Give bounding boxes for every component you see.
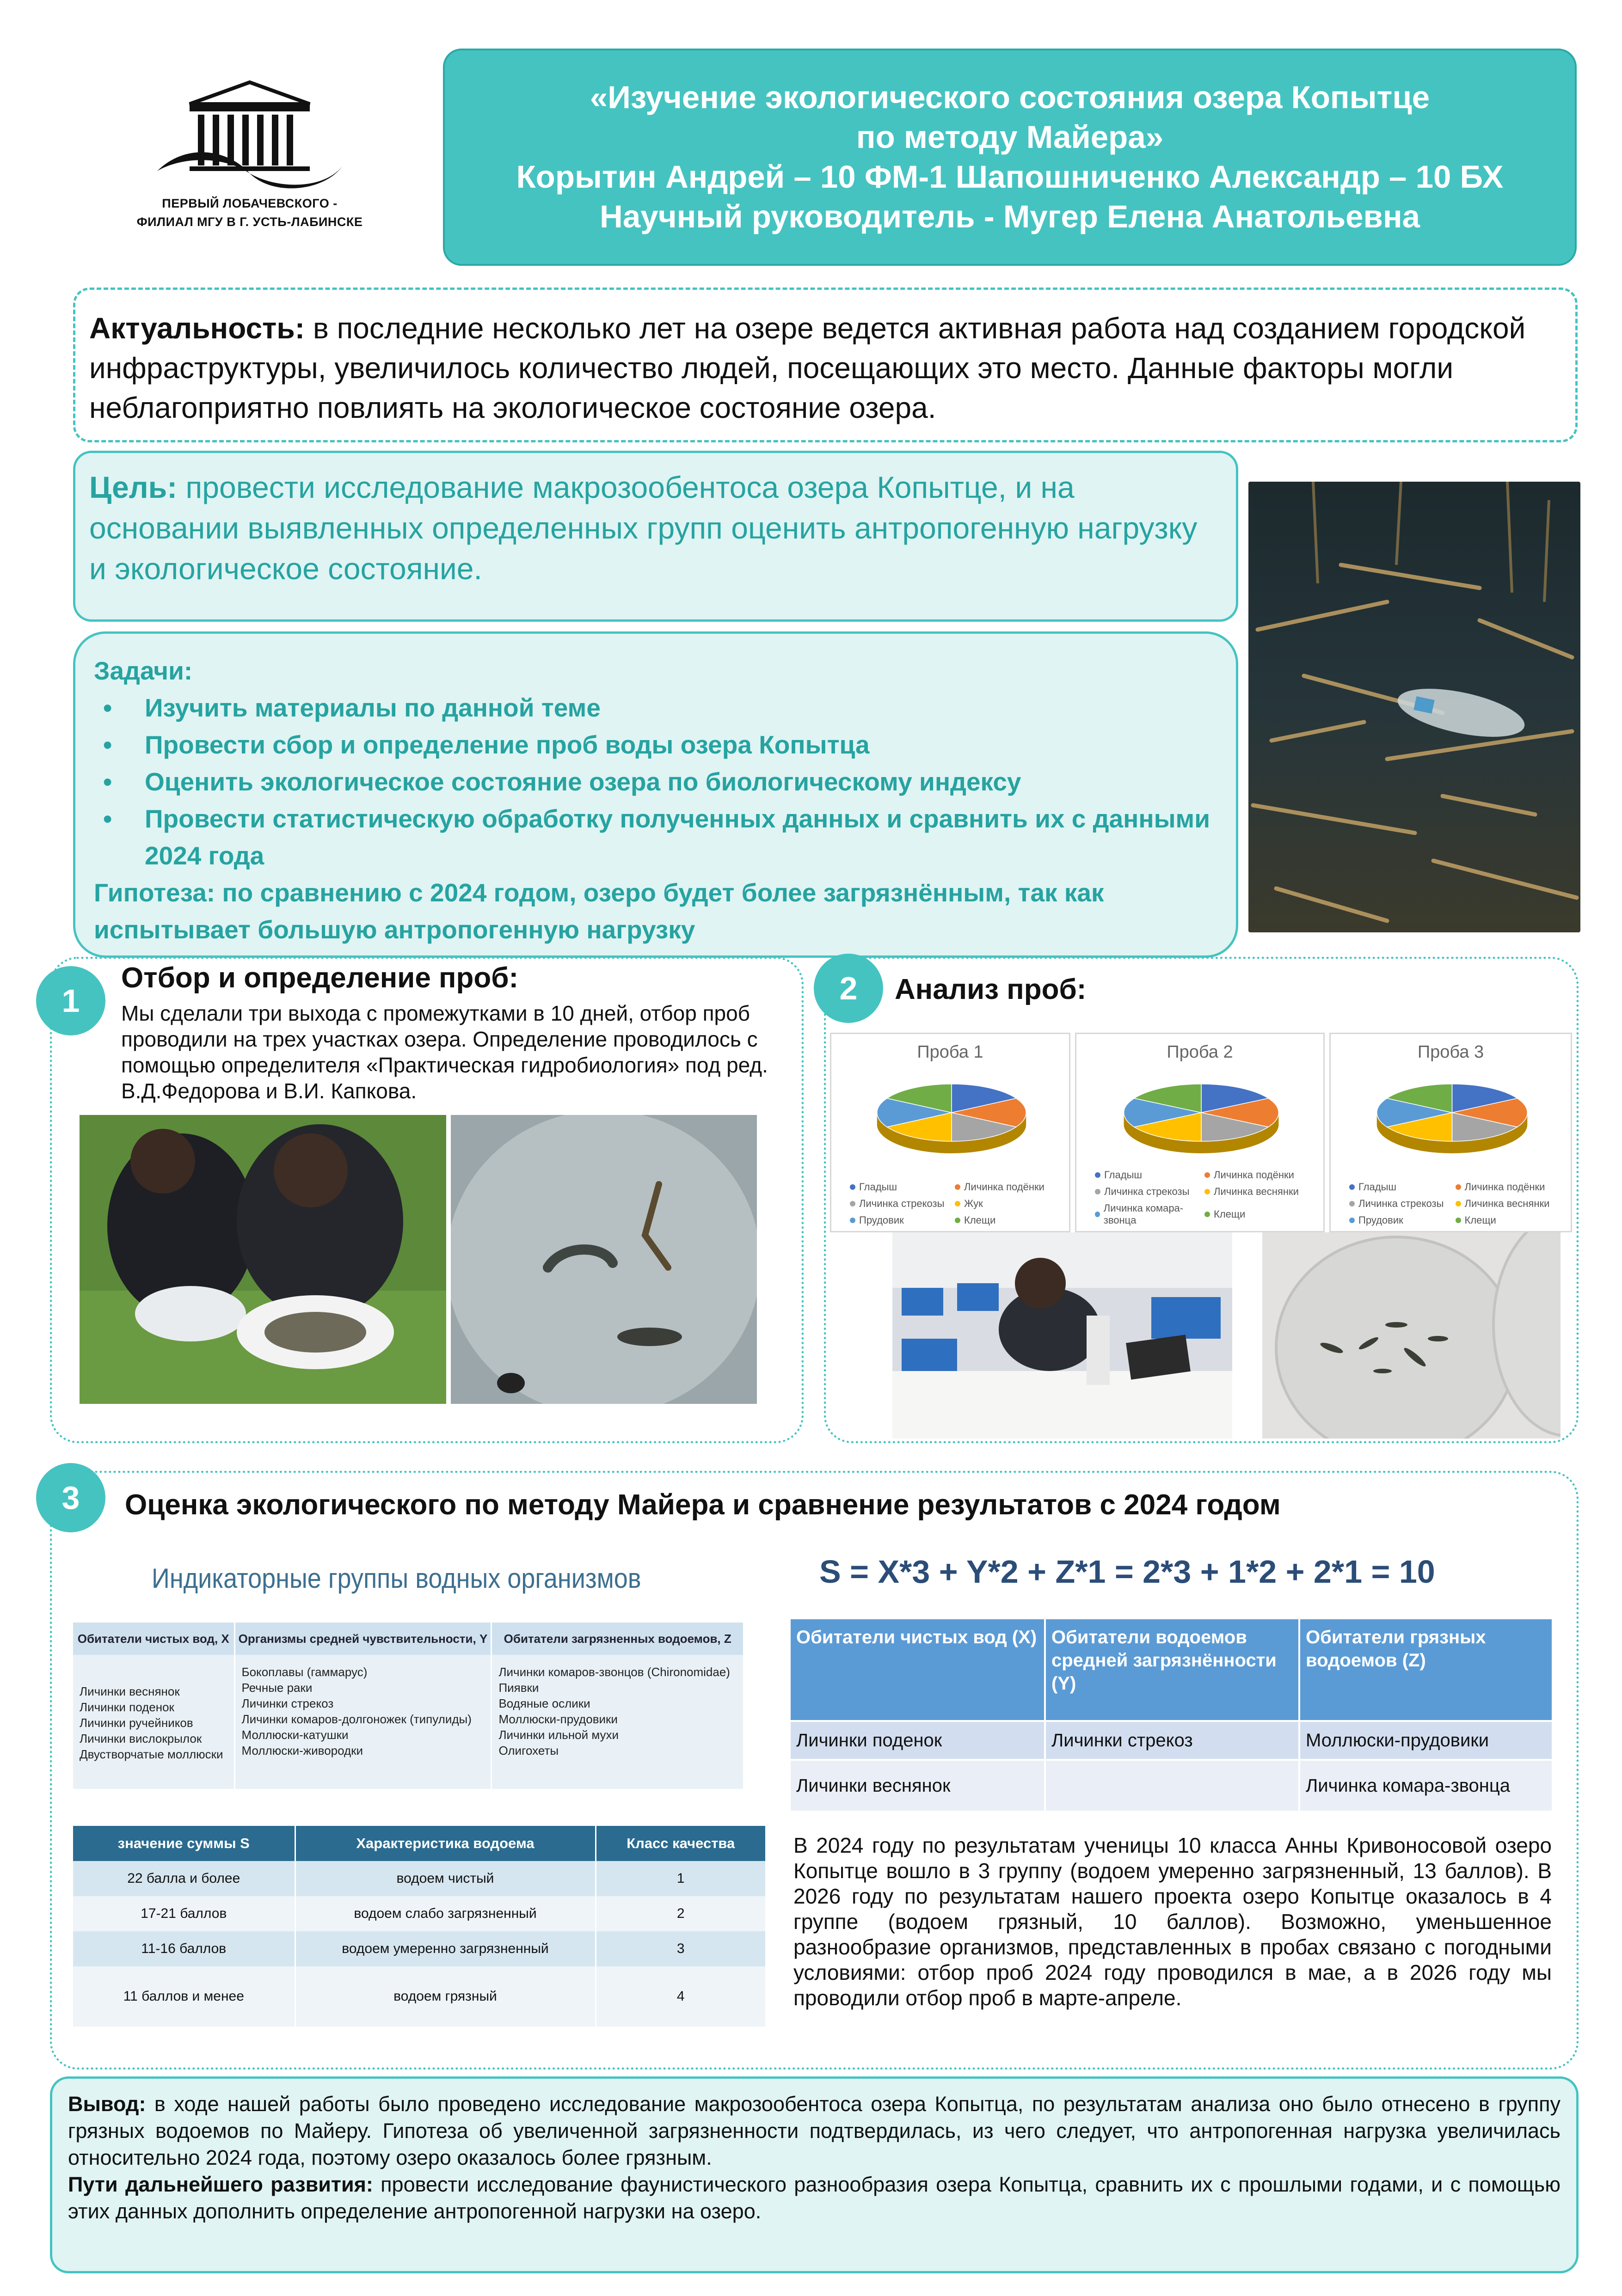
legend-label: Личинка подёнки [1464,1181,1545,1193]
legend-entry [1095,1169,1204,1181]
table-cell: 11 баллов и менее [73,1966,295,2027]
section1-heading: Отбор и определение проб: [121,962,519,994]
table-row [73,1931,766,1966]
list-item: • Оценить экологическое состояние озера по биологическому индексу [94,763,1217,800]
table-cell: Личинки веснянок [791,1760,1045,1811]
pie-chart-card [830,1033,1070,1232]
table-header: Организмы средней чувствительности, Y [234,1623,492,1655]
pie-chart-card [1329,1033,1572,1232]
legend-label: Прудовик [859,1214,904,1226]
list-item: • Провести сбор и определение проб воды озера Копытца [94,726,1217,763]
table-cell: Личинки комаров-звонцов (Chironomidae) Пиявки Водяные ослики Моллюски-прудовики Личинки ильной мухи Олигохеты [492,1655,744,1789]
legend-label: Личинка подёнки [1214,1169,1294,1181]
table-cell: водоем грязный [295,1966,596,2027]
legend-label: Гладыш [859,1181,897,1193]
legend-swatch [1095,1212,1100,1217]
legend-label: Клещи [1214,1208,1246,1220]
table-cell: Моллюски-прудовики [1299,1721,1553,1760]
table-header: Класс качества [596,1826,766,1861]
chart-legend [850,1181,1060,1226]
goal-label: Цель: [89,470,178,504]
tasks-heading: Задачи: [94,656,193,685]
poster-title [443,49,1577,266]
section2-heading: Анализ проб: [895,974,1087,1005]
legend-swatch [1349,1201,1355,1206]
table-header: Обитатели чистых вод (X) [791,1619,1045,1721]
mayer-index-formula: S = X*3 + Y*2 + Z*1 = 2*3 + 1*2 + 2*1 = 10 [819,1554,1435,1590]
table-cell: 3 [596,1931,766,1966]
legend-label: Клещи [1464,1214,1496,1226]
conclusion-label: Вывод: [68,2092,146,2116]
table-header: Обитатели грязных водоемов (Z) [1299,1619,1553,1721]
pie-chart [1076,1062,1326,1182]
table-cell: 22 балла и более [73,1861,295,1896]
legend-swatch [1456,1201,1461,1206]
list-item: • Изучить материалы по данной теме [94,689,1217,726]
title-line1: «Изучение экологического состояния озера Копытце [590,80,1430,115]
chart-legend [1095,1169,1314,1226]
logo-caption-line1: ПЕРВЫЙ ЛОБАЧЕВСКОГО - [162,196,338,210]
legend-swatch [1095,1189,1100,1194]
table-header: Обитатели загрязненных водоемов, Z [492,1623,744,1655]
legend-entry [1349,1198,1456,1210]
lake-pollution-photo [1248,482,1580,932]
legend-swatch [955,1218,960,1223]
section1-number-badge: 1 [36,966,105,1035]
table-cell: Личинки веснянок Личинки поденок Личинки ручейников Личинки вислокрылок Двустворчатые моллюски [73,1655,234,1789]
goal-text: провести исследование макрозообентоса озера Копытце, и на основании выявленных определенных групп оценить антропогенную нагрузку и экологическое состояние. [89,470,1198,586]
table-cell: 11-16 баллов [73,1931,295,1966]
legend-label: Жук [964,1198,983,1209]
legend-entry [1349,1214,1456,1226]
list-item: • Провести статистическую обработку полученных данных и сравнить их с данными 2024 года [94,800,1217,874]
table-cell: водоем умеренно загрязненный [295,1931,596,1966]
legend-swatch [1456,1184,1461,1190]
legend-label: Личинка стрекозы [1358,1198,1444,1209]
table-cell: водоем чистый [295,1861,596,1896]
legend-entry [1204,1169,1314,1181]
comparison-text: В 2024 году по результатам ученицы 10 класса Анны Кривоносовой озеро Копытце вошло в 3 группу (водоем умеренно загрязненный, 13 баллов). В 2026 году по результатам нашего проекта озеро Копытце оказалось в 4 группе (водоем грязный, 10 баллов). Возможно, уменьшенное разнообразие организмов, представленных в пробах связано с погодными условиями: отбор проб 2024 году проводился в мае, а в 2026 году мы проводили отбор проб в марте-апреле. [793,1833,1552,2010]
table-cell: 4 [596,1966,766,2027]
table-cell: Бокоплавы (гаммарус) Речные раки Личинки стрекоз Личинки комаров-долгоножек (типулиды) Моллюски-катушки Моллюски-живородки [234,1655,492,1789]
indicator-groups-table [73,1623,744,1789]
future-label: Пути дальнейшего развития: [68,2173,373,2196]
found-organisms-table [791,1619,1554,1811]
chart-title: Проба 1 [917,1042,983,1062]
table-header: значение суммы S [73,1826,295,1861]
legend-swatch [850,1201,855,1206]
actuality-text: в последние несколько лет на озере ведется активная работа над созданием городской инфраструктуры, увеличилось количество людей, посещающих это место. Данные факторы могли неблагоприятно повлиять на экологическое состояние озера. [89,312,1526,424]
legend-entry [1456,1198,1562,1210]
indicator-groups-title: Индикаторные группы водных организмов [152,1563,641,1594]
table-row [73,1655,744,1789]
title-line2: по методу Майера» [856,119,1164,155]
pie-chart [1331,1062,1573,1182]
table-row [791,1760,1553,1811]
table-cell: 1 [596,1861,766,1896]
actuality-block [73,288,1578,442]
legend-swatch [955,1201,960,1206]
legend-swatch [1349,1218,1355,1223]
legend-entry [1204,1202,1314,1226]
larva-petri-photo [451,1115,757,1404]
goal-block [73,451,1238,622]
section3-number-badge: 3 [36,1463,105,1532]
legend-swatch [850,1218,855,1223]
legend-entry [1456,1181,1562,1193]
legend-entry [1095,1202,1204,1226]
table-header: Обитатели чистых вод, X [73,1623,234,1655]
legend-swatch [1204,1189,1210,1194]
legend-label: Личинка веснянки [1464,1198,1550,1209]
logo-caption-line2: ФИЛИАЛ МГУ В Г. УСТЬ-ЛАБИНСКЕ [136,215,363,229]
sample-dish-photo [1262,1232,1561,1439]
actuality-label: Актуальность: [89,312,305,345]
table-row [73,1896,766,1931]
legend-label: Гладыш [1104,1169,1143,1181]
legend-entry [850,1198,955,1210]
table-row [73,1861,766,1896]
section1-text: Мы сделали три выхода с промежутками в 10 дней, отбор проб проводили на трех участках озера. Определение проводилось с помощью определителя «Практическая гидробиология» под ред. В.Д.Федорова и В.И. Капкова. [121,1001,768,1103]
conclusion-block [50,2076,1579,2273]
hypothesis-text: Гипотеза: по сравнению с 2024 годом, озеро будет более загрязнённым, так как испытывает большую антропогенную нагрузку [94,878,1104,944]
chart-legend [1349,1181,1561,1226]
table-header: Обитатели водоемов средней загрязнённости (Y) [1045,1619,1299,1721]
conclusion-text: в ходе нашей работы было проведено исследование макрозообентоса озера Копытца, по результатам анализа оно было отнесено в группу грязных водоемов по Майеру. Гипотеза об увеличенной загрязненности подтвердилась, из чего следует, что антропогенная нагрузка увеличилась относительно 2024 года, поэтому озеро оказалось более грязным. [68,2092,1561,2169]
table-cell: 2 [596,1896,766,1931]
section2-number-badge: 2 [814,954,883,1023]
table-cell: водоем слабо загрязненный [295,1896,596,1931]
legend-swatch [1349,1184,1355,1190]
legend-entry [955,1198,1060,1210]
supervisor-line: Научный руководитель - Мугер Елена Анатольевна [599,199,1420,234]
table-header: Характеристика водоема [295,1826,596,1861]
legend-swatch [850,1184,855,1190]
legend-entry [850,1214,955,1226]
authors-line: Корытин Андрей – 10 ФМ-1 Шапошниченко Александр – 10 БХ [516,159,1504,195]
legend-label: Личинка стрекозы [1104,1186,1190,1197]
legend-label: Гладыш [1358,1181,1397,1193]
table-row [73,1966,766,2027]
legend-label: Прудовик [1358,1214,1403,1226]
pie-chart [831,1062,1072,1182]
legend-entry [955,1181,1060,1193]
tasks-list [94,689,1217,874]
legend-swatch [1204,1212,1210,1217]
legend-entry [955,1214,1060,1226]
tasks-block [73,631,1238,958]
legend-entry [1204,1186,1314,1198]
table-cell: 17-21 баллов [73,1896,295,1931]
section3-heading: Оценка экологического по методу Майера и сравнение результатов с 2024 годом [125,1489,1281,1521]
legend-entry [850,1181,955,1193]
university-building-icon [148,79,351,194]
university-logo [92,79,407,254]
legend-swatch [1456,1218,1461,1223]
chart-title: Проба 2 [1167,1042,1233,1062]
legend-entry [1349,1181,1456,1193]
table-cell: Личинки поденок [791,1721,1045,1760]
legend-swatch [1095,1172,1100,1178]
legend-label: Личинка стрекозы [859,1198,945,1209]
legend-entry [1095,1186,1204,1198]
legend-label: Личинка подёнки [964,1181,1044,1193]
legend-label: Клещи [964,1214,996,1226]
future-text: провести исследование фаунистического разнообразия озера Копытца, сравнить их с прошлыми годами, и с помощью этих данных дополнить определение антропогенной нагрузки на озеро. [68,2173,1561,2223]
table-cell [1045,1760,1299,1811]
legend-label: Личинка веснянки [1214,1186,1299,1197]
legend-entry [1456,1214,1562,1226]
legend-swatch [955,1184,960,1190]
water-quality-class-table [73,1826,767,2027]
table-cell: Личинки стрекоз [1045,1721,1299,1760]
sampling-photo [80,1115,446,1404]
chart-title: Проба 3 [1417,1042,1484,1062]
table-cell: Личинка комара-звонца [1299,1760,1553,1811]
microscope-lab-photo [892,1232,1232,1439]
legend-swatch [1204,1172,1210,1178]
legend-label: Личинка комара-звонца [1103,1202,1184,1226]
table-row [791,1721,1553,1760]
pie-chart-card [1075,1033,1325,1232]
